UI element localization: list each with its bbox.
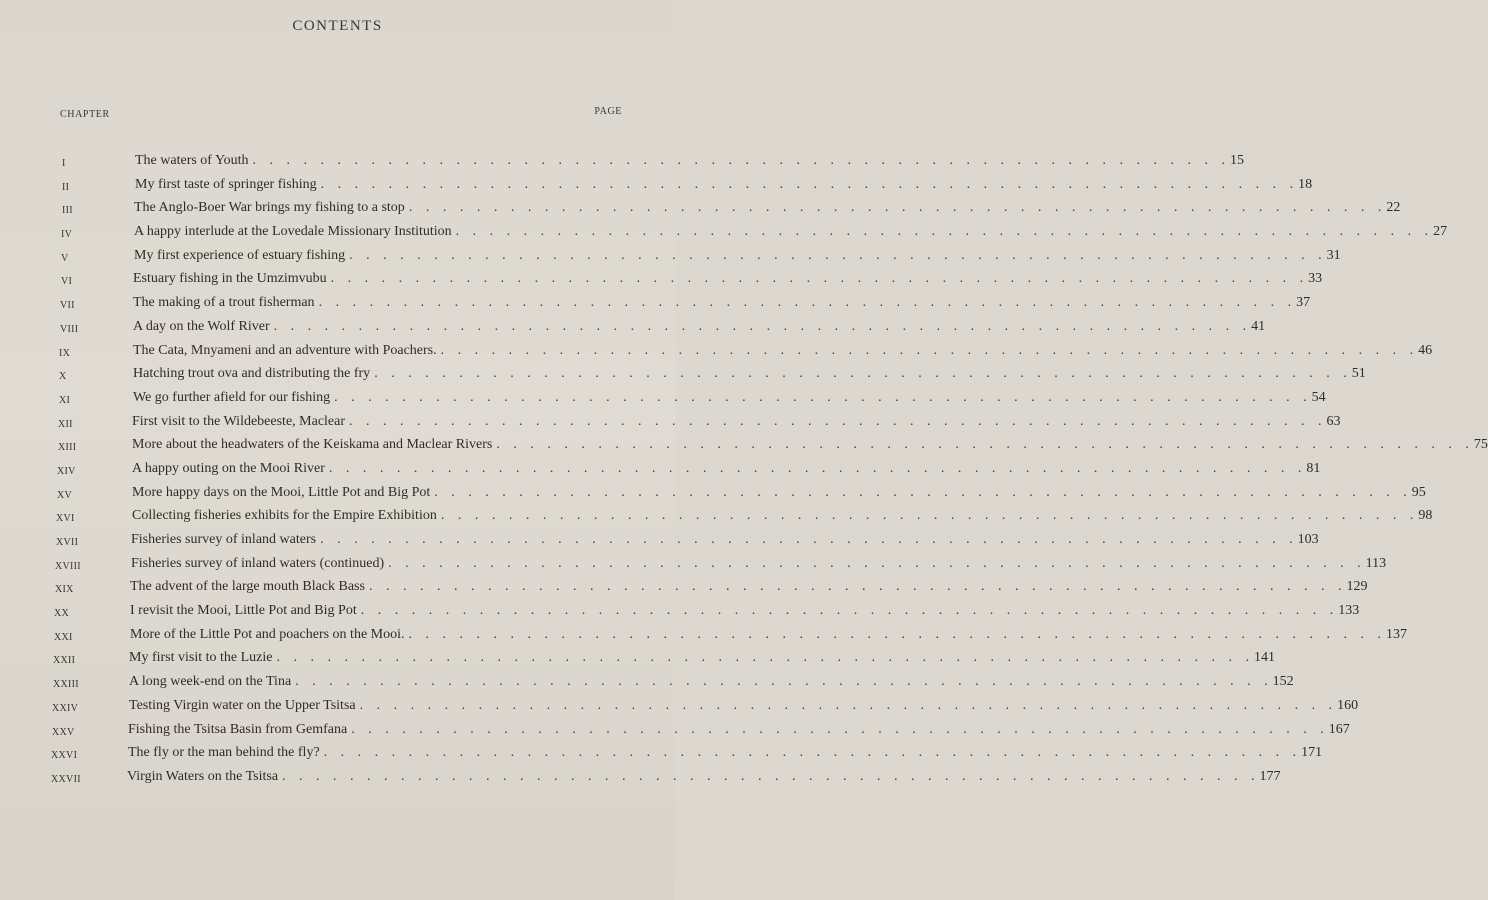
toc-entry [0, 389, 1326, 413]
chapter-number: XVIII [55, 560, 81, 572]
chapter-number: I [62, 158, 66, 169]
page-number: 113 [1365, 555, 1387, 571]
dot-leader: . . . . . . . . . . . . . . . . . . . . . . . . . . . . . . . . . . . . . . . . . . . . . . . . . . . . . . . . . . [276, 650, 1254, 666]
chapter-title: Virgin Waters on the Tsitsa [127, 768, 279, 784]
chapter-title: I revisit the Mooi, Little Pot and Big Pot [130, 603, 357, 619]
page-number: 63 [1326, 413, 1341, 429]
chapter-title-line [131, 532, 1319, 548]
chapter-title-line [133, 318, 1266, 335]
chapter-number: XI [59, 394, 71, 406]
page-number: 33 [1308, 271, 1323, 287]
page-number: 41 [1251, 318, 1266, 334]
chapter-title-line [128, 721, 1350, 738]
chapter-title: We go further afield for our fishing [133, 389, 331, 405]
chapter-title-line [134, 247, 1341, 264]
chapter-number: IX [59, 347, 71, 359]
page-number: 81 [1306, 460, 1321, 476]
toc-entry [0, 484, 1426, 508]
chapter-number: II [62, 181, 70, 193]
toc-entry [0, 436, 1488, 460]
dot-leader: . . . . . . . . . . . . . . . . . . . . . . . . . . . . . . . . . . . . . . . . . . . . . . . . . . . . . . . . . . [320, 176, 1299, 192]
chapter-title: More happy days on the Mooi, Little Pot and Big Pot [132, 484, 431, 500]
chapter-title-line [132, 484, 1426, 501]
chapter-number: XIV [57, 465, 76, 477]
chapter-title: The waters of Youth [135, 153, 249, 168]
chapter-title: A day on the Wolf River [133, 318, 270, 334]
chapter-title: The making of a trout fisherman [133, 295, 315, 311]
toc-entry [0, 247, 1341, 271]
page-number: 133 [1338, 603, 1360, 619]
chapter-title: A happy interlude at the Lovedale Missionary Institution [134, 224, 452, 240]
chapter-title-line [133, 366, 1366, 382]
dot-leader: . . . . . . . . . . . . . . . . . . . . . . . . . . . . . . . . . . . . . . . . . . . . . . . . . . . . . . . . . . [496, 437, 1474, 453]
chapter-number: VIII [60, 323, 79, 335]
chapter-title: Fisheries survey of inland waters (continued) [131, 555, 385, 571]
chapter-number: IV [61, 229, 73, 241]
chapter-title: The advent of the large mouth Black Bass [130, 579, 365, 595]
toc-entry [0, 413, 1341, 437]
dot-leader: . . . . . . . . . . . . . . . . . . . . . . . . . . . . . . . . . . . . . . . . . . . . . . . . . . . . . . . . . . [349, 247, 1327, 263]
page-number: 129 [1346, 579, 1368, 595]
chapter-title: My first visit to the Luzie [129, 650, 273, 666]
chapter-number: VI [61, 276, 73, 288]
dot-leader: . . . . . . . . . . . . . . . . . . . . . . . . . . . . . . . . . . . . . . . . . . . . . . . . . . . . . . . . . . [368, 579, 1347, 595]
page-number: 27 [1433, 224, 1448, 240]
chapter-title-line [130, 579, 1368, 595]
dot-leader: . . . . . . . . . . . . . . . . . . . . . . . . . . . . . . . . . . . . . . . . . . . . . . . . . . . . . . . . . . [359, 697, 1338, 713]
dot-leader: . . . . . . . . . . . . . . . . . . . . . . . . . . . . . . . . . . . . . . . . . . . . . . . . . . . . . . . . . . [252, 153, 1231, 168]
page-number: 141 [1253, 650, 1275, 666]
contents-list [0, 152, 1488, 792]
chapter-number: XX [54, 608, 70, 620]
chapter-title-line [134, 224, 1448, 240]
chapter-number: XVI [56, 513, 75, 525]
toc-entry [0, 342, 1433, 366]
page-number: 160 [1337, 697, 1359, 713]
dot-leader: . . . . . . . . . . . . . . . . . . . . . . . . . . . . . . . . . . . . . . . . . . . . . . . . . . . . . . . . . . [323, 745, 1302, 761]
chapter-title-line [129, 650, 1275, 666]
chapter-title-line [132, 413, 1341, 430]
toc-entry [0, 578, 1368, 602]
chapter-title: More about the headwaters of the Keiskama and Maclear Rivers [132, 437, 493, 453]
toc-entry [0, 318, 1266, 342]
page-column-header: PAGE [594, 106, 622, 117]
chapter-title: My first experience of estuary fishing [134, 247, 346, 263]
dot-leader: . . . . . . . . . . . . . . . . . . . . . . . . . . . . . . . . . . . . . . . . . . . . . . . . . . . . . . . . . . [440, 508, 1419, 524]
chapter-column-header: CHAPTER [60, 109, 110, 120]
chapter-title-line [129, 674, 1294, 690]
chapter-number: XXIV [52, 702, 79, 714]
chapter-title: The fly or the man behind the fly? [128, 745, 320, 761]
dot-leader: . . . . . . . . . . . . . . . . . . . . . . . . . . . . . . . . . . . . . . . . . . . . . . . . . . . . . . . . . . [334, 389, 1312, 405]
toc-entry [0, 697, 1359, 721]
page-number: 98 [1418, 508, 1433, 524]
page-number: 46 [1418, 342, 1433, 358]
dot-leader: . . . . . . . . . . . . . . . . . . . . . . . . . . . . . . . . . . . . . . . . . . . . . . . . . . . . . . . . . . [318, 295, 1297, 311]
chapter-title: Estuary fishing in the Umzimvubu [133, 271, 327, 287]
chapter-title-line [131, 555, 1387, 572]
toc-entry [0, 176, 1313, 200]
chapter-title: The Anglo-Boer War brings my fishing to a stop [134, 200, 405, 216]
chapter-number: XIII [58, 442, 77, 454]
page-number: 103 [1297, 532, 1319, 547]
page-number: 171 [1301, 745, 1323, 761]
chapter-title-line [132, 508, 1433, 524]
toc-entry [0, 270, 1323, 294]
toc-entry [0, 744, 1323, 768]
chapter-title: First visit to the Wildebeeste, Maclear [132, 413, 346, 429]
toc-entry [0, 649, 1275, 673]
dot-leader: . . . . . . . . . . . . . . . . . . . . . . . . . . . . . . . . . . . . . . . . . . . . . . . . . . . . . . . . . . [360, 603, 1339, 619]
chapter-number: III [62, 205, 73, 217]
chapter-number: XIX [55, 584, 74, 596]
toc-entry [0, 673, 1294, 697]
page-number: 95 [1411, 484, 1426, 500]
chapter-number: XXII [53, 655, 76, 667]
page-number: 18 [1298, 176, 1313, 192]
page-number: 152 [1272, 674, 1294, 690]
toc-entry [0, 555, 1387, 579]
chapter-title-line [132, 437, 1488, 453]
chapter-title-line [130, 603, 1360, 619]
chapter-number: XXIII [53, 679, 79, 691]
chapter-number: X [59, 371, 67, 383]
chapter-title-line [133, 342, 1433, 359]
toc-entry [0, 294, 1311, 318]
page-number: 51 [1351, 366, 1366, 382]
chapter-title: Testing Virgin water on the Upper Tsitsa [129, 697, 356, 713]
chapter-title-line [133, 271, 1323, 287]
page-number: 177 [1259, 768, 1281, 784]
chapter-title-line [135, 153, 1245, 169]
chapter-title: Hatching trout ova and distributing the fry [133, 366, 371, 382]
dot-leader: . . . . . . . . . . . . . . . . . . . . . . . . . . . . . . . . . . . . . . . . . . . . . . . . . . . . . . . . . . [455, 224, 1434, 240]
chapter-number: XXV [52, 726, 75, 738]
chapter-title-line [135, 176, 1313, 193]
page-title: CONTENTS [292, 18, 383, 34]
dot-leader: . . . . . . . . . . . . . . . . . . . . . . . . . . . . . . . . . . . . . . . . . . . . . . . . . . . . . . . . . . [374, 366, 1352, 382]
chapter-title: A happy outing on the Mooi River [132, 460, 325, 476]
chapter-title: The Cata, Mnyameni and an adventure with Poachers. [133, 342, 437, 358]
page-number: 22 [1386, 200, 1401, 216]
chapter-title: Fishing the Tsitsa Basin from Gemfana [128, 721, 348, 737]
dot-leader: . . . . . . . . . . . . . . . . . . . . . . . . . . . . . . . . . . . . . . . . . . . . . . . . . . . . . . . . . . [295, 674, 1273, 690]
chapter-number: XXI [54, 631, 73, 643]
chapter-title: Fisheries survey of inland waters [131, 532, 317, 547]
toc-entry [0, 507, 1433, 531]
chapter-number: XXVI [51, 750, 78, 762]
toc-entry [0, 768, 1281, 792]
chapter-number: V [61, 252, 69, 264]
chapter-number: XV [57, 489, 73, 501]
dot-leader: . . . . . . . . . . . . . . . . . . . . . . . . . . . . . . . . . . . . . . . . . . . . . . . . . . . . . . . . . . [328, 460, 1307, 476]
chapter-title-line [134, 200, 1401, 216]
chapter-title-line [128, 745, 1323, 761]
toc-entry [0, 460, 1321, 484]
page-number: 167 [1328, 721, 1350, 737]
dot-leader: . . . . . . . . . . . . . . . . . . . . . . . . . . . . . . . . . . . . . . . . . . . . . . . . . . . . . . . . . . [282, 768, 1260, 784]
page-number: 15 [1230, 153, 1245, 168]
dot-leader: . . . . . . . . . . . . . . . . . . . . . . . . . . . . . . . . . . . . . . . . . . . . . . . . . . . . . . . . . . [330, 271, 1309, 287]
chapter-number: XXVII [51, 773, 81, 785]
dot-leader: . . . . . . . . . . . . . . . . . . . . . . . . . . . . . . . . . . . . . . . . . . . . . . . . . . . . . . . . . . [408, 200, 1387, 216]
toc-entry [0, 223, 1448, 247]
page-number: 31 [1326, 247, 1341, 263]
chapter-number: XII [58, 418, 73, 430]
dot-leader: . . . . . . . . . . . . . . . . . . . . . . . . . . . . . . . . . . . . . . . . . . . . . . . . . . . . . . . . . . [440, 342, 1419, 358]
dot-leader: . . . . . . . . . . . . . . . . . . . . . . . . . . . . . . . . . . . . . . . . . . . . . . . . . . . . . . . . . . [320, 532, 1298, 547]
toc-entry [0, 626, 1407, 650]
chapter-title: My first taste of springer fishing [135, 176, 317, 192]
dot-leader: . . . . . . . . . . . . . . . . . . . . . . . . . . . . . . . . . . . . . . . . . . . . . . . . . . . . . . . . . . [434, 484, 1412, 500]
chapter-title-line [132, 460, 1321, 477]
dot-leader: . . . . . . . . . . . . . . . . . . . . . . . . . . . . . . . . . . . . . . . . . . . . . . . . . . . . . . . . . . [273, 318, 1252, 334]
chapter-number: XVII [56, 537, 79, 548]
toc-entry [0, 152, 1245, 176]
chapter-title: More of the Little Pot and poachers on the Mooi. [130, 626, 405, 642]
chapter-title: A long week-end on the Tina [129, 674, 292, 690]
chapter-title-line [130, 626, 1407, 643]
dot-leader: . . . . . . . . . . . . . . . . . . . . . . . . . . . . . . . . . . . . . . . . . . . . . . . . . . . . . . . . . . [388, 555, 1366, 571]
chapter-title: Collecting fisheries exhibits for the Empire Exhibition [132, 508, 437, 524]
page-number: 137 [1386, 626, 1407, 642]
toc-entry [0, 531, 1319, 555]
page-number: 37 [1296, 295, 1311, 311]
chapter-title-line [133, 389, 1326, 406]
page-number: 54 [1311, 389, 1326, 405]
toc-entry [0, 721, 1350, 745]
chapter-title-line [133, 295, 1311, 311]
toc-entry [0, 365, 1366, 389]
page-number: 75 [1473, 437, 1488, 453]
toc-entry [0, 199, 1401, 223]
dot-leader: . . . . . . . . . . . . . . . . . . . . . . . . . . . . . . . . . . . . . . . . . . . . . . . . . . . . . . . . . . [349, 413, 1327, 429]
chapter-title-line [127, 768, 1281, 785]
dot-leader: . . . . . . . . . . . . . . . . . . . . . . . . . . . . . . . . . . . . . . . . . . . . . . . . . . . . . . . . . . [408, 626, 1386, 642]
toc-entry [0, 602, 1360, 626]
chapter-title-line [129, 697, 1359, 714]
dot-leader: . . . . . . . . . . . . . . . . . . . . . . . . . . . . . . . . . . . . . . . . . . . . . . . . . . . . . . . . . . [351, 721, 1329, 737]
chapter-number: VII [60, 300, 75, 312]
